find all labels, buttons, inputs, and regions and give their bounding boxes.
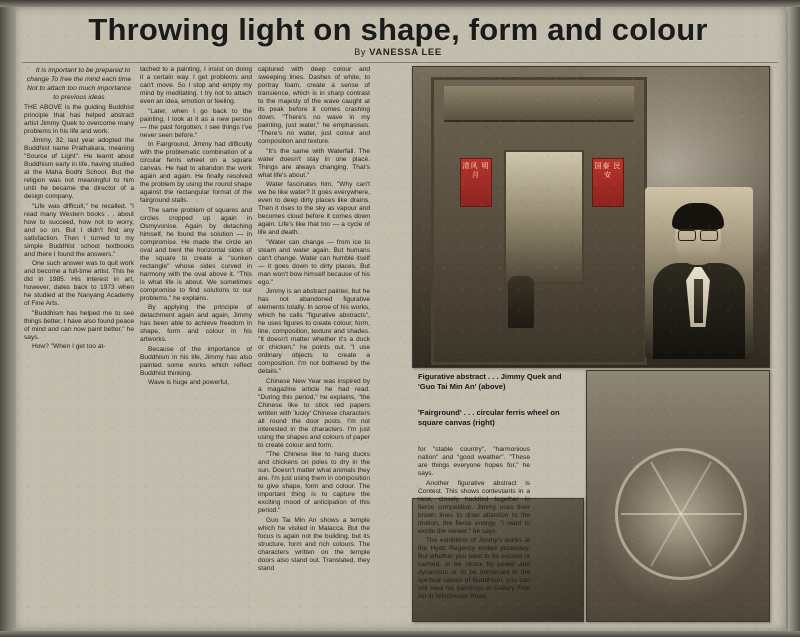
header-divider (22, 62, 778, 63)
byline-prefix: By (354, 47, 366, 57)
paragraph: Water fascinates him. "Why can't we be like water? It goes everywhere, even to deep dirty places like drains. Then it rises to the sky as vapour and becomes cloud before it comes down again. Life's like that too — a cycle of life and death. (258, 181, 370, 236)
temple-roof (444, 86, 634, 122)
clipping-right-edge (788, 0, 800, 637)
clipping-bottom-edge (0, 631, 800, 637)
paragraph: "It's the same with Waterfall. The water doesn't stay in one place. Things are always changing. That's what life's about." (258, 147, 370, 179)
paragraph: The exhibition of Jimmy's works at the Hyatt Regency ended yesterday. But whether you want to be excited or calmed, to be struck by power and dynamism or to be immersed in the spiritual values of Buddhism, you can still view his paintings at Gallery Fine Art in Winchester Road. (418, 537, 530, 600)
byline-author: VANESSA LEE (369, 47, 442, 58)
paragraph: tached to a painting, I insist on doing it a certain way. I get problems and can't move. So I stop and empty my mind by meditating. I try not to attach even an idea, emotion or feeling. (140, 66, 252, 105)
paragraph: Jimmy, 32, last year adopted the Buddhist name Prathakara, meaning "Source of Light". He learnt about Buddhism early in life, having studied at the Maha Bodhi School. But the religion was not meaningful to him until he became the director of a design company. (24, 137, 134, 200)
ferris-spoke (650, 462, 712, 567)
portrait-jimmy-quek (645, 187, 753, 359)
clipping-top-edge (0, 0, 800, 7)
paragraph: Guo Tai Min An shows a temple which he visited in Malacca. But the focus is again not the building, but its structure, form and rich colours. The characters written on the temple doors also stand out. Translated, they stand (258, 516, 370, 572)
paragraph: Because of the importance of Buddhism in his life, Jimmy has also painted some works which reflect Buddhist thinking. (140, 345, 252, 377)
portrait-hair (672, 203, 724, 229)
paragraph: Jimmy is an abstract painter, but he has not abandoned figurative elements totally. In some of his works, which he calls "figurative abstracts", he uses figures to create colour, form, line, composition, texture and shades. "It doesn't matter whether it's a duck or chicken," he points out. "I use ordinary objects to create a composition. I'm not bothered by the details." (258, 288, 370, 375)
paragraph: "Later, when I go back to the painting, I look at it as a new person — the past forgotten. I see things I've never seen before." (140, 107, 252, 139)
paragraph: THE ABOVE is the guiding Buddhist principle that has helped abstract artist Jimmy Quek to overcome many problems in his life and work. (24, 103, 134, 135)
paragraph: "Buddhism has helped me to see things better. I have also found peace of mind and can now paint better," he says. (24, 309, 134, 341)
portrait-glasses (678, 229, 718, 240)
paragraph: Wave is huge and powerful, (148, 379, 230, 386)
paragraph: for "stable country", "harmonious nation" and "good weather". "These are things everyone hopes for," he says. (418, 446, 530, 477)
paragraph: Another figurative abstract is Contest. This shows contestants in a race, closely huddled together in fierce competition. Jimmy uses their brown lines to draw attention to the motion, the fierce energy. "I want to excite the viewer," he says. (418, 479, 530, 535)
ferris-wheel-shape (615, 448, 747, 580)
byline (28, 47, 768, 58)
chinese-banner-right: 国泰 民安 (592, 158, 624, 207)
temple-figure (508, 276, 534, 328)
photo-caption-above: Figurative abstract . . . Jimmy Quek and 'Guo Tai Min An' (above) (418, 372, 562, 391)
chinese-banner-left: 清风 明月 (460, 158, 492, 207)
portrait-tie (694, 279, 703, 323)
article-column-2 (140, 66, 252, 389)
paragraph: "Life was difficult," he recalled. "I read many Western books . . about how to succeed, how not to worry, and so on. But I didn't find any satisfaction. Then I turned to my simple Buddhist school textbooks and there I found the answers." (24, 202, 134, 258)
article-column-1 (24, 66, 134, 353)
paragraph: By applying the principle of detachment again and again, Jimmy has been able to achieve freedom in shape, form and colour in his artworks. (140, 304, 252, 343)
paragraph: The same problem of squares and circles cropped up again in Osmyvonise. Again by detaching himself, he found the solution — in compromise. He made the circle an oval and bent the horizontal sides of the square to create a "sunken rectangle" whose sides curved in harmony with the oval above it. "This is what life is about. We sometimes compromise to find solutions to our problems," he explains. (140, 206, 252, 302)
paragraph: Chinese New Year was inspired by a magazine article he had read. "During this period," he explains, "the Chinese like to stick red papers written with 'lucky' Chinese characters all round the door posts. I'm not interested in the characters. I'm just using the shapes and colours of paper to create colour and form. (258, 377, 370, 449)
paragraph: In Fairground, Jimmy had difficulty with the problematic combination of a circular ferris wheel on a square canvas. He had to abandon the work again and again. He finally resolved the problem by using the round shape against the rectangular format of the fairground stalls. (140, 141, 252, 204)
page-title: Throwing light on shape, form and colour (88, 12, 708, 47)
clipping-left-edge (0, 0, 16, 637)
photo-fairground-painting (586, 370, 770, 622)
paragraph: "Water can change — from ice to steam and water again. But humans can't change. Water can humble itself — it goes down to dirty places. But man won't bow himself because of his ego." (258, 238, 370, 286)
temple-doorway (504, 150, 584, 284)
paragraph: captured with deep colour and sweeping lines. Dashes of white, to portray foam, create a sense of transience, which is in sharp contrast to the majesty of the wave caught at its peak before it comes crashing down. "There's no wave in my painting, just water," he emphasises. "There's no water, just colour and composition and texture. (258, 66, 370, 145)
paragraph: How? "When I get too at- (32, 343, 106, 350)
intro-verse: It is important to be prepared to change To free the mind each time Not to attach too much importance to previous ideas (26, 67, 132, 101)
article-column-3 (258, 66, 370, 574)
photo-caption-right: 'Fairground' . . . circular ferris wheel on square canvas (right) (418, 408, 560, 427)
article-column-4 (418, 446, 530, 603)
paragraph: One such answer was to quit work and become a full-time artist. This he did in 1985. His interest in art, however, dates back to 1973 when he studied at the Nanyang Academy of Fine Arts. (24, 260, 134, 307)
painting-guo-tai-min-an (431, 77, 647, 365)
paragraph: "The Chinese like to hang ducks and chickens on poles to dry in the sun. Doesn't matter what animals they are. I'm just using them in composition to give shape, form and colour. The important thing is to capture the exciting mood of anticipation of this period." (258, 451, 370, 514)
photo-jimmy-quek-and-guo-tai-min-an (412, 66, 770, 368)
